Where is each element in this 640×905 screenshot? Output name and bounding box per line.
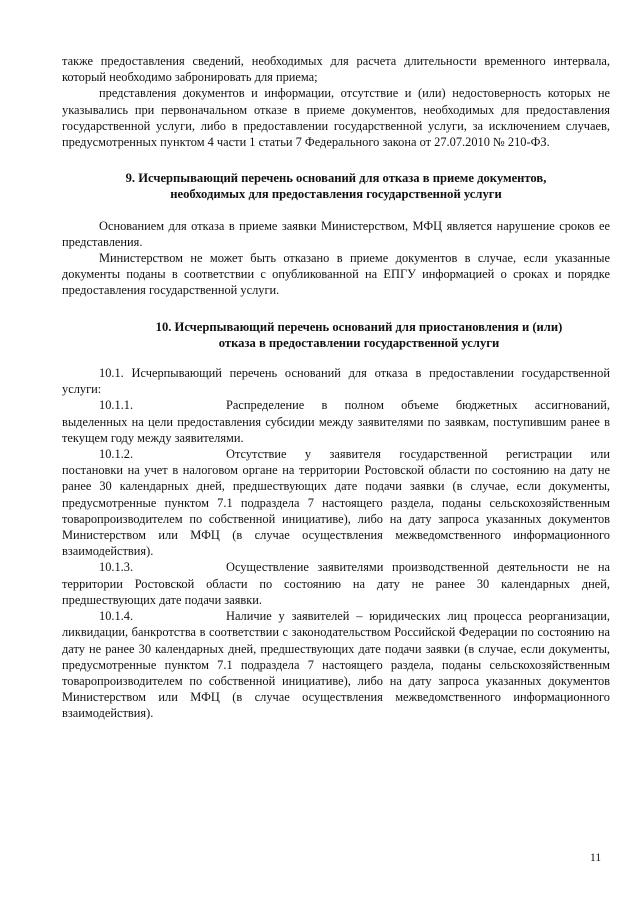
subitem-text: постановки на учет в налоговом органе на территории Ростовской области по состоянию на дату не ранее 30 календарных дней, предшествующих дате подачи заявки (в случае, если документы, предусмотренные пунктом 7.1 подраздела 7 настоящего раздела, поданы сельскохозяйственным товаропроизводителем по собственной инициативе), либо на дату запроса указанных документов Министерством или МФЦ (в случае осуществления межведомственного информационного взаимодействия). — [62, 463, 610, 559]
continuation-paragraph-2: представления документов и информации, отсутствие и (или) недостоверность которых не указывались при первоначальном отказе в приеме документов, необходимых для предоставления государственной услуги, либо в предоставлении государственной услуги, за исключением случаев, предусмотренных пунктом 4 части 1 статьи 7 Федерального закона от 27.07.2010 № 210-ФЗ. — [62, 86, 610, 150]
subitem-first-line: Осуществление заявителями производственной деятельности не на — [226, 560, 610, 575]
section-9-paragraph-2: Министерством не может быть отказано в приеме документов в случае, если указанные документы поданы в соответствии с опубликованной на ЕПГУ информацией о сроках и порядке предоставления государственной услуги. — [62, 251, 610, 298]
section-10-heading-line-2: отказа в предоставлении государственной услуги — [218, 335, 500, 350]
subitem-10-1-3 — [62, 559, 610, 608]
subitem-first-line: Распределение в полном объеме бюджетных ассигнований, — [226, 398, 610, 413]
subitem-number: 10.1.4. — [99, 609, 134, 624]
section-9-paragraph-1: Основанием для отказа в приеме заявки Министерством, МФЦ является нарушение сроков ее представления. — [62, 218, 610, 249]
section-9-heading-line-1: 9. Исчерпывающий перечень оснований для отказа в приеме документов, — [125, 171, 547, 186]
page-content — [62, 53, 610, 722]
subitem-number: 10.1.1. — [99, 398, 134, 413]
subitem-text: ликвидации, банкротства в соответствии с законодательством Российской Федерации по состоянию на дату не ранее 30 календарных дней, предшествующих дате подачи заявки (в случае, если документы, предусмотренные пунктом 7.1 подраздела 7 настоящего раздела, поданы сельскохозяйственным товаропроизводителем по собственной инициативе), либо на дату запроса указанных документов Министерством или МФЦ (в случае осуществления межведомственного информационного взаимодействия). — [62, 625, 610, 721]
subitem-10-1-1 — [62, 397, 610, 446]
section-10-intro: 10.1. Исчерпывающий перечень оснований для отказа в предоставлении государственной услуги: — [62, 366, 610, 397]
continuation-paragraph-1: также предоставления сведений, необходимых для расчета длительности временного интервала, который необходимо забронировать для приема; — [62, 54, 610, 85]
section-9-heading-line-2: необходимых для предоставления государственной услуги — [170, 187, 502, 202]
subitem-10-1-4 — [62, 608, 610, 721]
subitem-number: 10.1.2. — [99, 447, 134, 462]
subitem-text: выделенных на цели предоставления субсидии между заявителями по заявкам, поступившим ранее в текущем году между заявителями. — [62, 414, 610, 445]
subitem-number: 10.1.3. — [99, 560, 134, 575]
subitem-10-1-2 — [62, 446, 610, 559]
subitem-text: территории Ростовской области по состоянию на дату не ранее 30 календарных дней, предшествующих дате подачи заявки. — [62, 576, 610, 607]
page-number: 11 — [590, 852, 602, 864]
section-10-heading-line-1: 10. Исчерпывающий перечень оснований для приостановления и (или) — [155, 319, 563, 334]
subitem-first-line: Наличие у заявителей – юридических лиц процесса реорганизации, — [226, 609, 610, 624]
section-9-heading — [62, 170, 610, 202]
section-10-heading — [62, 319, 610, 351]
subitem-first-line: Отсутствие у заявителя государственной регистрации или — [226, 447, 610, 462]
